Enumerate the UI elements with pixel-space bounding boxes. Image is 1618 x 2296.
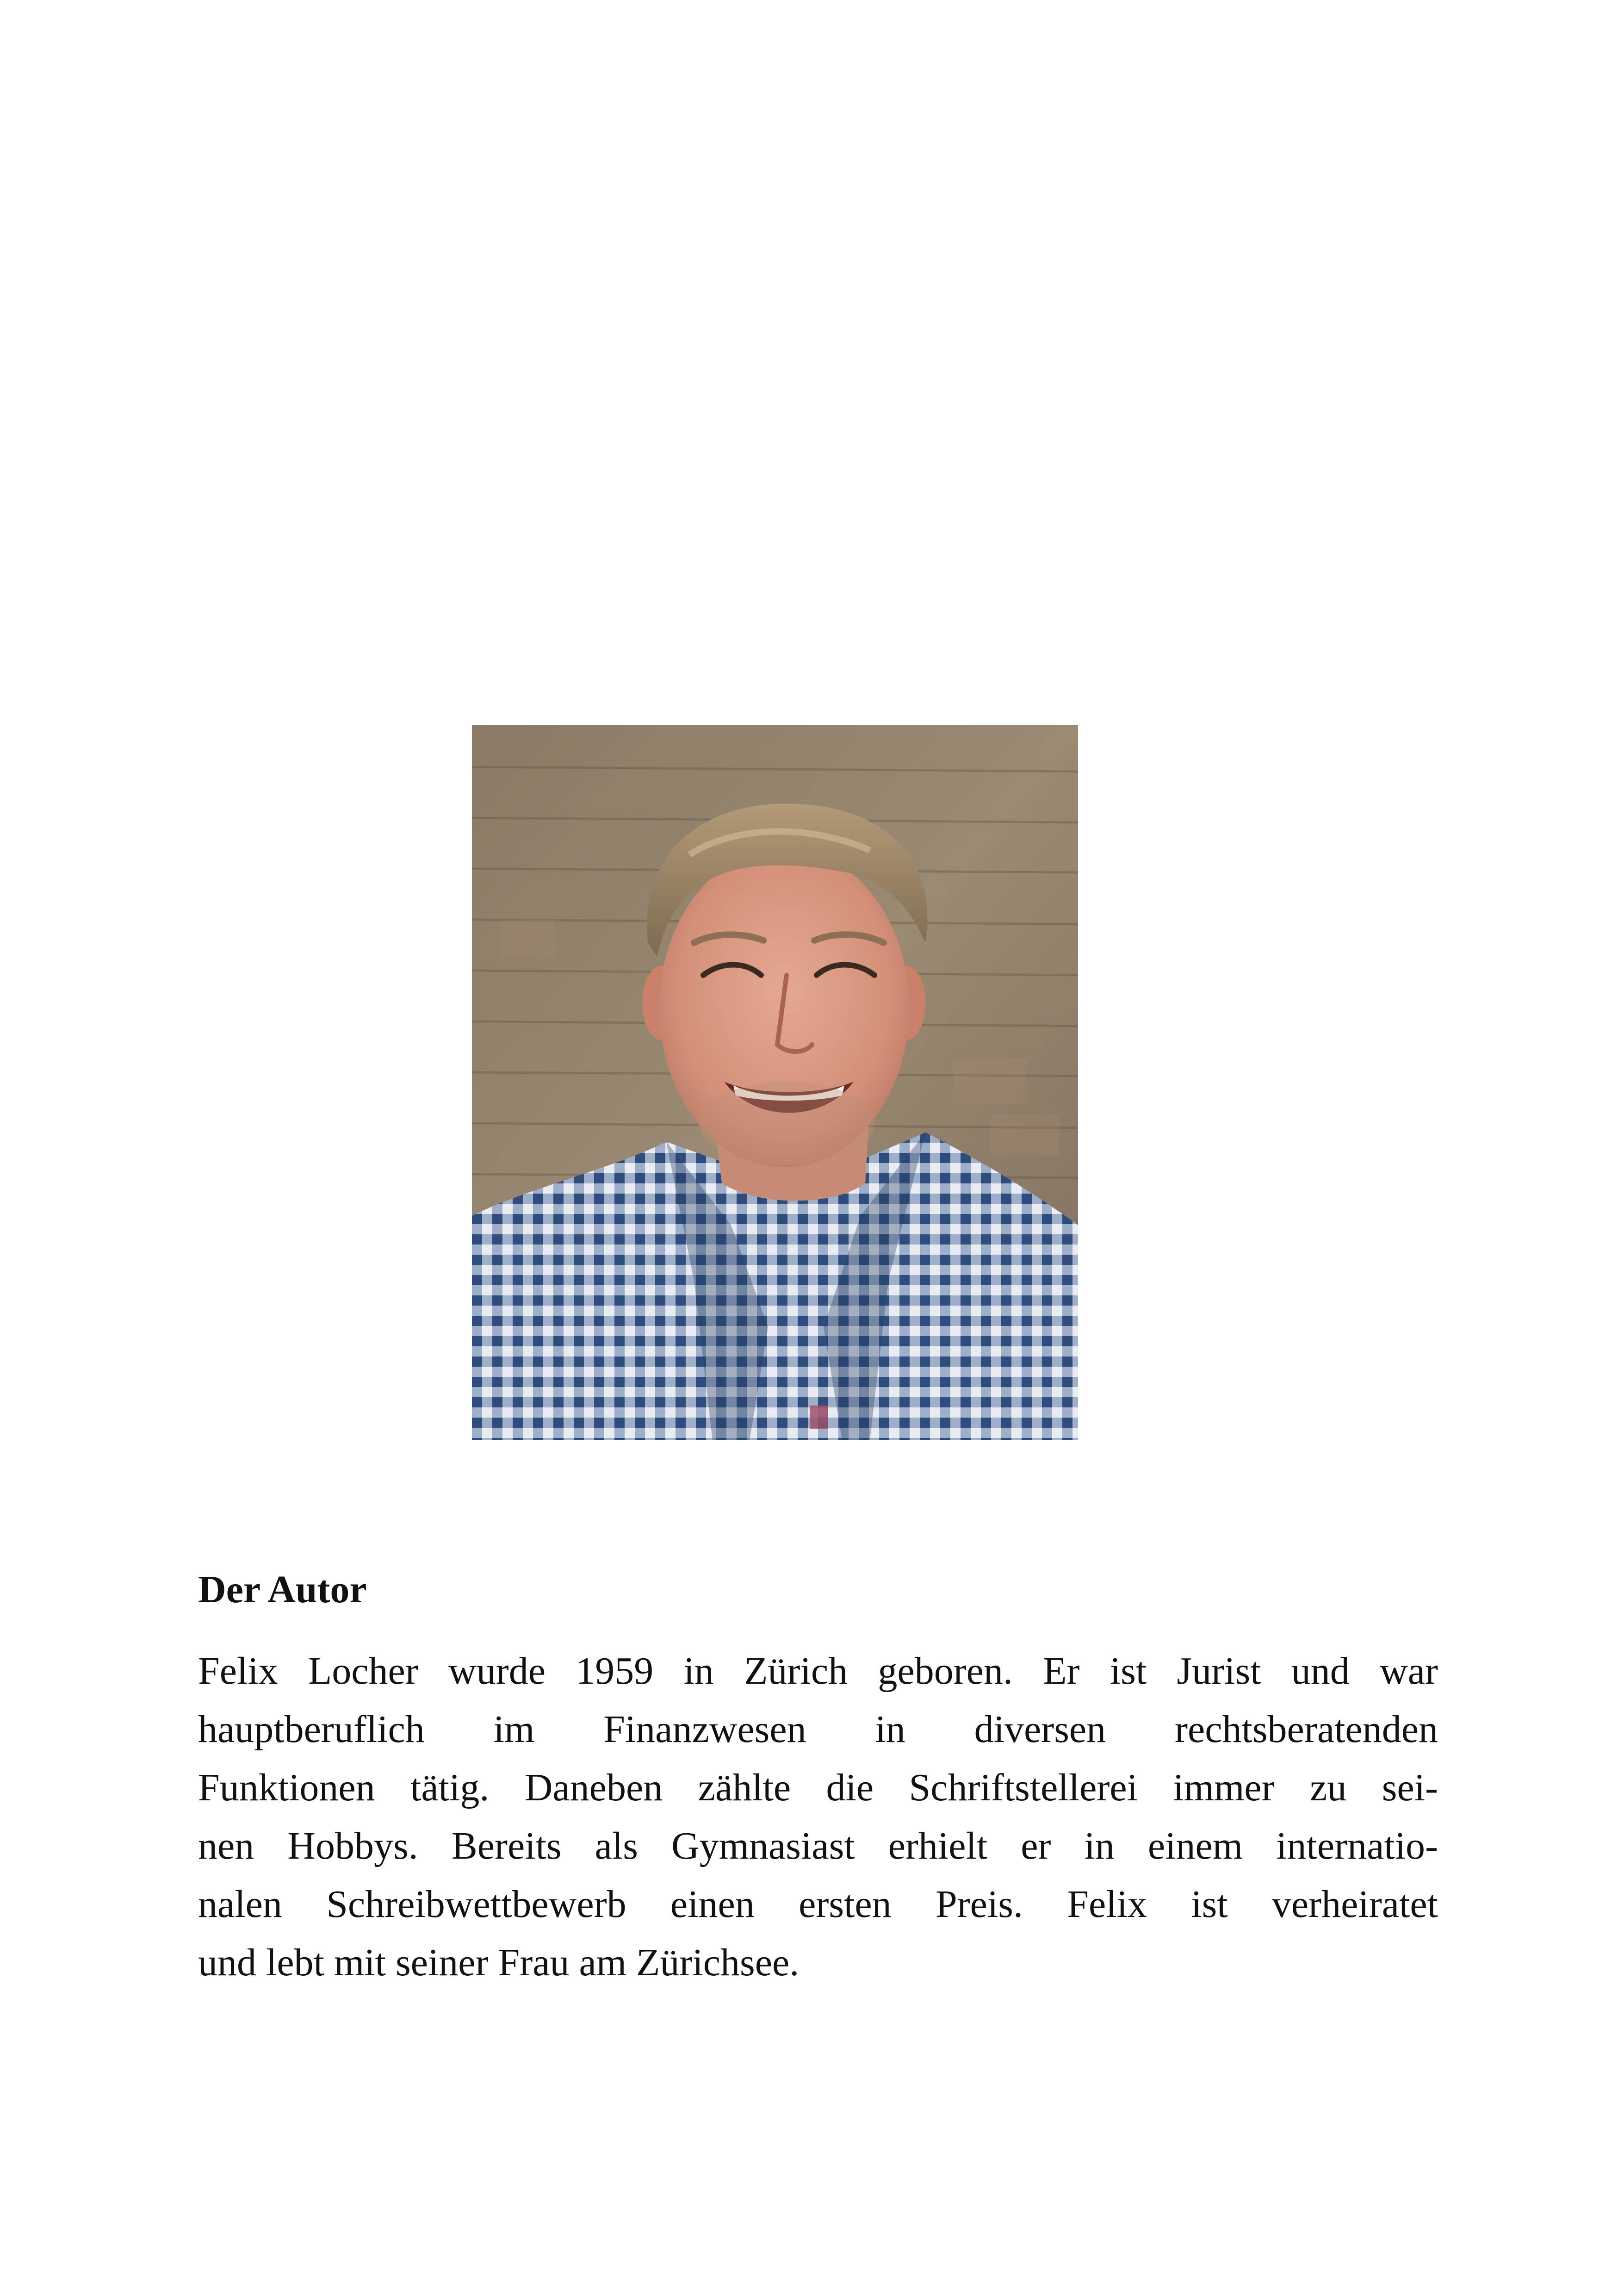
section-heading: Der Autor xyxy=(198,1568,367,1611)
bio-line-1: Felix Locher wurde 1959 in Zürich geboren. Er ist Jurist und war xyxy=(198,1649,1438,1692)
bio-line-3: Funktionen tätig. Daneben zählte die Schriftstellerei immer zu sei- xyxy=(198,1766,1438,1809)
bio-line-4: nen Hobbys. Bereits als Gymnasiast erhielt er in einem internatio- xyxy=(198,1824,1438,1867)
bio-line-2: hauptberuflich im Finanzwesen in diversen rechtsberatenden xyxy=(198,1708,1438,1751)
bio-line-5: nalen Schreibwettbewerb einen ersten Preis. Felix ist verheiratet xyxy=(198,1883,1438,1926)
author-bio-section xyxy=(198,1564,1438,1992)
author-bio-text xyxy=(198,1642,1438,1992)
author-photo xyxy=(472,725,1078,1440)
bio-line-6: und lebt mit seiner Frau am Zürichsee. xyxy=(198,1941,800,1984)
